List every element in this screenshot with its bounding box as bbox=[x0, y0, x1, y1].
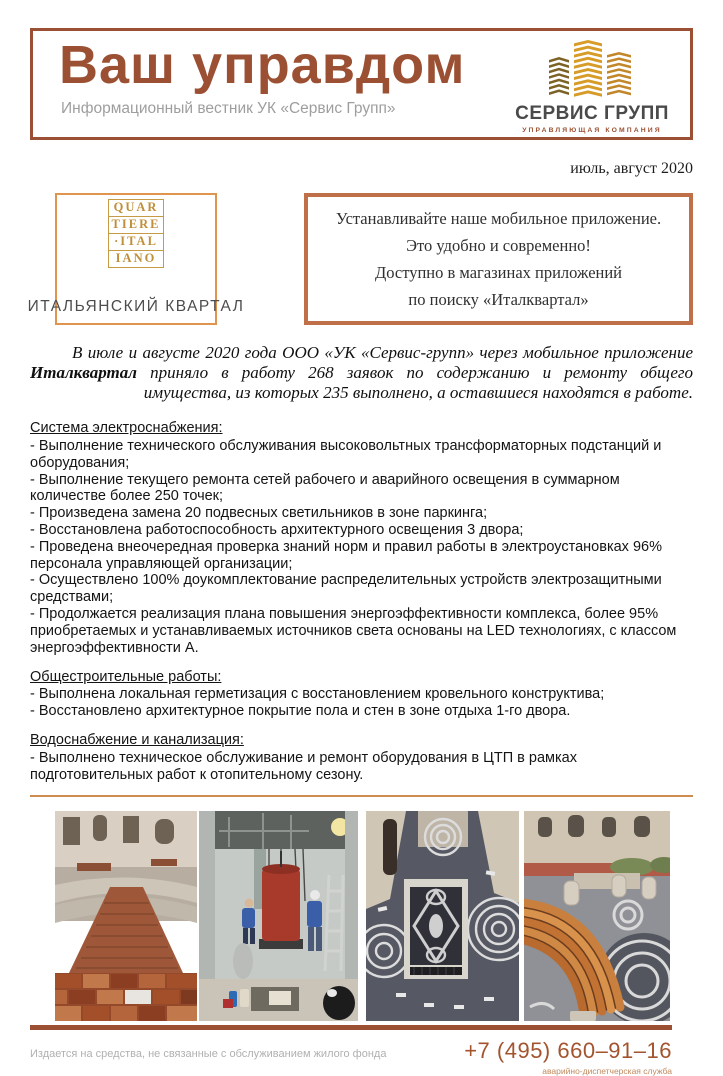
section-heading: Система электроснабжения: bbox=[30, 420, 223, 437]
photos-divider bbox=[30, 795, 693, 797]
bulletin-item: - Выполнено техническое обслуживание и ремонт оборудования в ЦТП в рамках подготовительных работ к отопительному сезону. bbox=[30, 749, 577, 783]
photo-strip bbox=[55, 811, 693, 1021]
dispatch-phone-number: +7 (495) 660–91–16 bbox=[464, 1038, 672, 1064]
footer bbox=[30, 1038, 672, 1076]
quartiere-italiano-wordmark-icon bbox=[108, 200, 165, 268]
quarter-caption: ИТАЛЬЯНСКИЙ КВАРТАЛ bbox=[27, 298, 245, 315]
bulletin-item: - Осуществлено 100% доукомплектование распределительных устройств электрозащитными средствами; bbox=[30, 572, 662, 606]
promo-line: Это удобно и современно! bbox=[406, 235, 591, 255]
bulletin-item: - Выполнена локальная герметизация с восстановлением кровельного конструктива; bbox=[30, 686, 605, 703]
transformer-substation-photo bbox=[199, 811, 358, 1021]
mobile-app-promo bbox=[304, 193, 693, 325]
promo-row bbox=[27, 193, 693, 325]
masthead bbox=[30, 28, 693, 140]
section-heading: Водоснабжение и канализация: bbox=[30, 731, 244, 748]
issue-date: июль, август 2020 bbox=[570, 160, 693, 177]
newsletter-page bbox=[0, 28, 723, 1076]
logo-row: ·ITAL bbox=[108, 233, 165, 252]
brand-name: СЕРВИС ГРУПП bbox=[515, 103, 669, 124]
page-title: Ваш управдом bbox=[59, 35, 466, 95]
bulletin-item: - Выполнение текущего ремонта сетей рабочего и аварийного освещения в суммарном количестве более 250 точек; bbox=[30, 471, 620, 505]
curved-wooden-bench-photo bbox=[524, 811, 670, 1021]
bulletin-item: - Восстановлено архитектурное покрытие пола и стен в зоне отдыха 1-го двора. bbox=[30, 703, 571, 720]
footer-divider-bar bbox=[30, 1025, 672, 1030]
dispatch-phone-caption: аварийно-диспетчерская служба bbox=[542, 1066, 672, 1076]
page-subtitle: Информационный вестник УК «Сервис Групп» bbox=[61, 100, 396, 117]
footer-contact bbox=[464, 1038, 672, 1076]
bulletin-item: - Проведена внеочередная проверка знаний норм и правил работы в электроустановках 96% персонала управляющей организации; bbox=[30, 538, 662, 572]
section-power-supply bbox=[30, 420, 693, 656]
logo-row: QUAR bbox=[108, 199, 165, 218]
section-construction bbox=[30, 669, 693, 720]
promo-line: Доступно в магазинах приложений bbox=[374, 262, 623, 282]
buildings-icon bbox=[546, 84, 638, 101]
bulletin-item: - Продолжается реализация плана повышения энергоэффективности комплекса, более 95% приобретаемых и устанавливаемых источников света основаны на LED технологиях, с классом энергоэффективности А. bbox=[30, 606, 677, 656]
section-heading: Общестроительные работы: bbox=[30, 668, 222, 685]
promo-line: Устанавливайте наше мобильное приложение. bbox=[335, 208, 662, 228]
logo-row: IANO bbox=[108, 250, 165, 269]
bulletin-item: - Восстановлена работоспособность архитектурного освещения 3 двора; bbox=[30, 522, 524, 539]
footer-note: Издается на средства, не связанные с обслуживанием жилого фонда bbox=[30, 1048, 387, 1061]
quartiere-italiano-logo bbox=[27, 193, 245, 325]
section-water-supply bbox=[30, 732, 693, 783]
intro-paragraph bbox=[30, 343, 693, 403]
roof-repair-photo bbox=[55, 811, 197, 1021]
app-name-bold: Италквартал bbox=[30, 363, 137, 383]
bulletin-item: - Произведена замена 20 подвесных светильников в зоне паркинга; bbox=[30, 505, 488, 522]
bulletin-item: - Выполнение технического обслуживания высоковольтных трансформаторных подстанций и оборудования; bbox=[30, 437, 662, 471]
promo-line: по поиску «Италквартал» bbox=[408, 289, 589, 309]
brand-tagline: УПРАВЛЯЮЩАЯ КОМПАНИЯ bbox=[522, 127, 662, 134]
company-logo bbox=[508, 39, 676, 134]
intro-text-start: В июле и августе 2020 года ООО «УК «Сервис-групп» через мобильное приложение bbox=[72, 343, 693, 362]
courtyard-mosaic-pavement-photo bbox=[366, 811, 519, 1021]
logo-row: TIERE bbox=[108, 216, 165, 235]
intro-text-end: приняло в работу 268 заявок по содержанию и ремонту общего имущества, из которых 235 выполнено, а оставшиеся находятся в работе. bbox=[137, 363, 693, 403]
